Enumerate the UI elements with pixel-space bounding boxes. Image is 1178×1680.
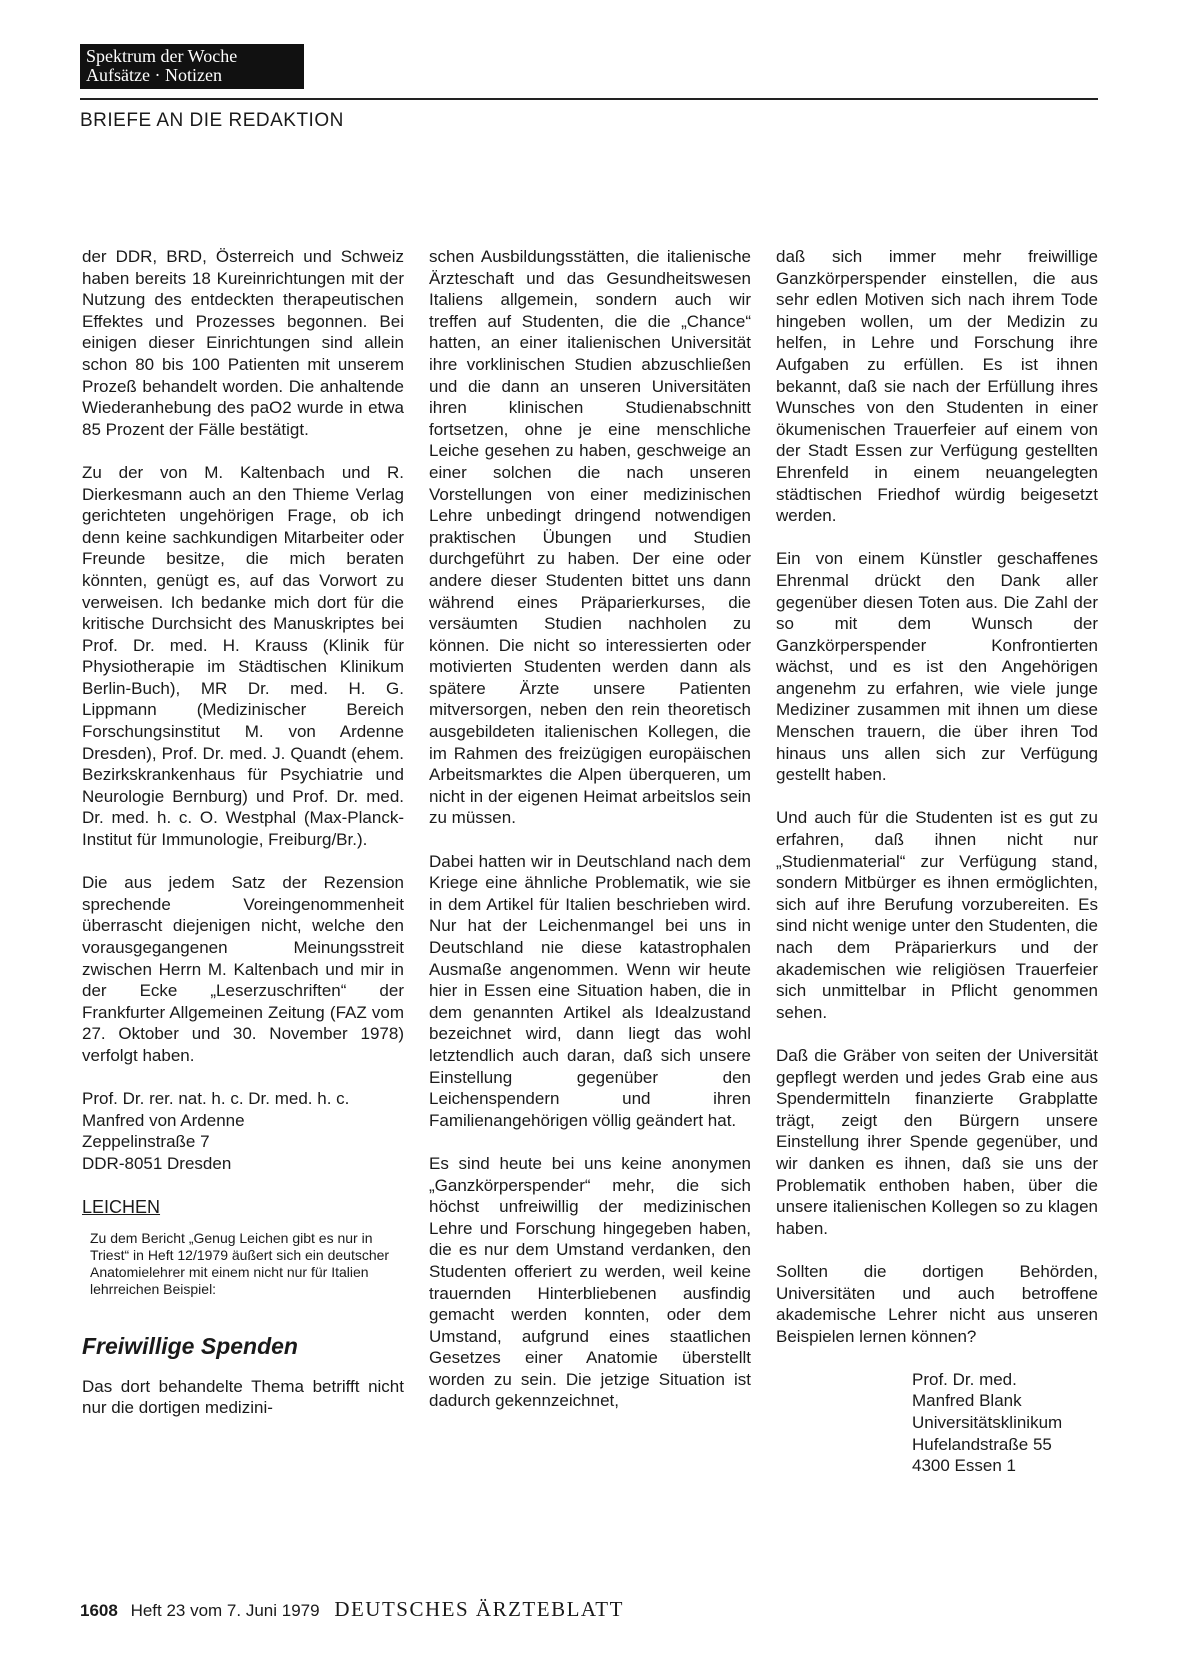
article-intro: Zu dem Bericht „Genug Leichen gibt es nur in Triest“ in Heft 12/1979 äußert sich ein deutscher Anatomielehrer mit einem nicht nur für Italien lehrreichen Beispiel:	[90, 1230, 390, 1298]
signature-line: Manfred von Ardenne	[82, 1110, 245, 1130]
section-label-line1: Spektrum der Woche	[86, 46, 238, 66]
signature-line: Zeppelinstraße 7	[82, 1132, 210, 1152]
paragraph: schen Ausbildungsstätten, die italienische Ärzteschaft und das Gesundheitswesen Italiens allgemein, sondern auch wir treffen auf Studenten, die die „Chance“ hatten, an einer italienischen Universität ihre vorklinischen Studien abzuschließen und die dann an unseren Universitäten ihren klinischen Studienabschnitt fortsetzen, ohne je eine menschliche Leiche gesehen zu haben, geschweige an einer solchen die nach unseren Vorstellungen von einer medizinischen Lehre unbedingt dringend notwendigen praktischen Übungen und Studien durchgeführt zu haben. Der eine oder andere dieser Studenten bittet uns dann während eines Präparierkurses, die versäumten Studien nachholen zu können. Die nicht so interessierten oder motivierten Studenten werden dann als spätere Ärzte unsere Patienten mitversorgen, neben den rein theoretisch ausgebildeten italienischen Kollegen, die im Rahmen des freizügigen europäischen Arbeitsmarktes die Alpen überqueren, um nicht in der eigenen Heimat arbeitslos sein zu müssen.	[429, 247, 751, 828]
paragraph: Die aus jedem Satz der Rezension sprechende Voreingenommenheit überrascht diejenigen nicht, welche den vorausgegangenen Meinungsstreit zwischen Herrn M. Kaltenbach und mir in der Ecke „Leserzuschriften“ der Frankfurter Allgemeinen Zeitung (FAZ vom 27. Oktober und 30. November 1978) verfolgt haben.	[82, 873, 404, 1065]
paragraph: Ein von einem Künstler geschaffenes Ehrenmal drückt den Dank aller gegenüber diesen Toten aus. Die Zahl der so mit dem Wunsch der Ganzkörperspender Konfrontierten wächst, und es ist den Angehörigen angenehm zu erfahren, wie viele junge Mediziner zusammen mit ihnen um diese Menschen trauern, die über ihren Tod hinaus uns allen sich zur Verfügung gestellt haben.	[776, 549, 1098, 785]
column-2	[429, 246, 751, 1434]
paragraph: Sollten die dortigen Behörden, Universitäten und auch betroffene akademische Lehrer nicht aus unseren Beispielen lernen können?	[776, 1261, 1098, 1346]
article-headline: Freiwillige Spenden	[82, 1333, 298, 1360]
section-label-line2: Aufsätze · Notizen	[86, 65, 222, 85]
header-rule	[80, 98, 1098, 100]
signature-line: DDR-8051 Dresden	[82, 1153, 232, 1173]
paragraph: Daß die Gräber von seiten der Universität gepflegt werden und jedes Grab eine aus Spendermitteln finanzierte Grabplatte trägt, zeigt den Bürgern unsere Einstellung ihrer Spende gegenüber, und wir danken es ihnen, daß sie uns der Problematik enthoben haben, über die unsere italienischen Kollegen so zu klagen haben.	[776, 1045, 1098, 1238]
magazine-name: DEUTSCHES ÄRZTEBLATT	[334, 1597, 624, 1621]
paragraph: daß sich immer mehr freiwillige Ganzkörperspender einstellen, die aus sehr edlen Motiven sich nach ihrem Tode hingeben wollen, um der Medizin zu helfen, in Lehre und Forschung ihre Aufgaben zu erfüllen. Es ist ihnen bekannt, daß sie nach der Erfüllung ihres Wunsches von den Studenten in einer ökumenischen Trauerfeier auf einem von der Stadt Essen zur Verfügung gestellten Ehrenfeld in einem neuangelegten städtischen Friedhof würdig beigesetzt werden.	[776, 247, 1098, 526]
signature-line: Universitätsklinikum	[912, 1413, 1063, 1433]
column-3	[776, 246, 1098, 1477]
section-title: LEICHEN	[82, 1196, 161, 1217]
section-label	[80, 44, 304, 89]
paragraph: Zu der von M. Kaltenbach und R. Dierkesmann auch an den Thieme Verlag gerichteten ungehörigen Frage, ob ich denn keine sachkundigen Mitarbeiter oder Freunde besitze, die mich beraten könnten, genügt es, auf das Vorwort zu verweisen. Ich bedanke mich dort für die kritische Durchsicht des Manuskriptes bei Prof. Dr. med. H. Krauss (Klinik für Physiotherapie im Städtischen Klinikum Berlin-Buch), MR Dr. med. H. G. Lippmann (Medizinischer Bereich Forschungsinstitut M. von Ardenne Dresden), Prof. Dr. med. J. Quandt (ehem. Bezirkskrankenhaus für Psychiatrie und Neurologie Bernburg) und Prof. Dr. med. Dr. med. h. c. O. Westphal (Max-Planck-Institut für Immunologie, Freiburg/Br.).	[82, 462, 404, 850]
paragraph: der DDR, BRD, Österreich und Schweiz haben bereits 18 Kureinrichtungen mit der Nutzung des entdeckten therapeutischen Effektes und Prozesses begonnen. Bei einigen dieser Einrichtungen sind allein schon 80 bis 100 Patienten mit unserem Prozeß behandelt worden. Die anhaltende Wiederanhebung des paO2 wurde in etwa 85 Prozent der Fälle bestätigt.	[82, 247, 404, 439]
page-rubric: BRIEFE AN DIE REDAKTION	[80, 110, 344, 131]
paragraph: Es sind heute bei uns keine anonymen „Ganzkörperspender“ mehr, die sich höchst unfreiwillig der medizinischen Lehre und Forschung hingegeben haben, die es nur dem Umstand verdanken, den Studenten offeriert zu werden, weil keine trauernden Hinterbliebenen ausfindig gemacht werden konnten, oder dem Umstand, aufgrund eines staatlichen Gesetzes einer Anatomie überstellt worden zu sein. Die jetzige Situation ist dadurch gekennzeichnet,	[429, 1153, 751, 1411]
paragraph: Dabei hatten wir in Deutschland nach dem Kriege eine ähnliche Problematik, wie sie in dem Artikel für Italien beschrieben wird. Nur hat der Leichenmangel bei uns in Deutschland nie diese katastrophalen Ausmaße angenommen. Wenn wir heute hier in Essen eine Situation haben, die in dem genannten Artikel als Idealzustand bezeichnet wird, dann liegt das wohl letztendlich auch daran, daß sich unsere Einstellung gegenüber den Leichenspendern und ihren Familienangehörigen völlig geändert hat.	[429, 851, 751, 1130]
signature-line: 4300 Essen 1	[912, 1456, 1016, 1476]
signature-line: Prof. Dr. med.	[912, 1369, 1017, 1389]
paragraph: Das dort behandelte Thema betrifft nicht nur die dortigen medizini-	[82, 1376, 404, 1418]
author-signature	[82, 1088, 404, 1174]
signature-line: Prof. Dr. rer. nat. h. c. Dr. med. h. c.	[82, 1089, 350, 1109]
paragraph: Und auch für die Studenten ist es gut zu erfahren, daß ihnen nicht nur „Studienmaterial“ zur Verfügung stand, sondern Mitbürger es ihnen ermöglichten, sich auf ihre Berufung vorzubereiten. Es sind nicht wenige unter den Studenten, die nach dem Präparierkurs und der akademischen wie religiösen Trauerfeier sich unmittelbar in Pflicht genommen sehen.	[776, 808, 1098, 1022]
column-1	[82, 246, 404, 1441]
page-footer	[80, 1597, 624, 1622]
signature-line: Manfred Blank	[912, 1391, 1022, 1411]
issue-info: Heft 23 vom 7. Juni 1979	[130, 1601, 320, 1620]
signature-line: Hufelandstraße 55	[912, 1434, 1052, 1454]
page-number: 1608	[80, 1601, 118, 1620]
author-signature	[912, 1369, 1098, 1477]
